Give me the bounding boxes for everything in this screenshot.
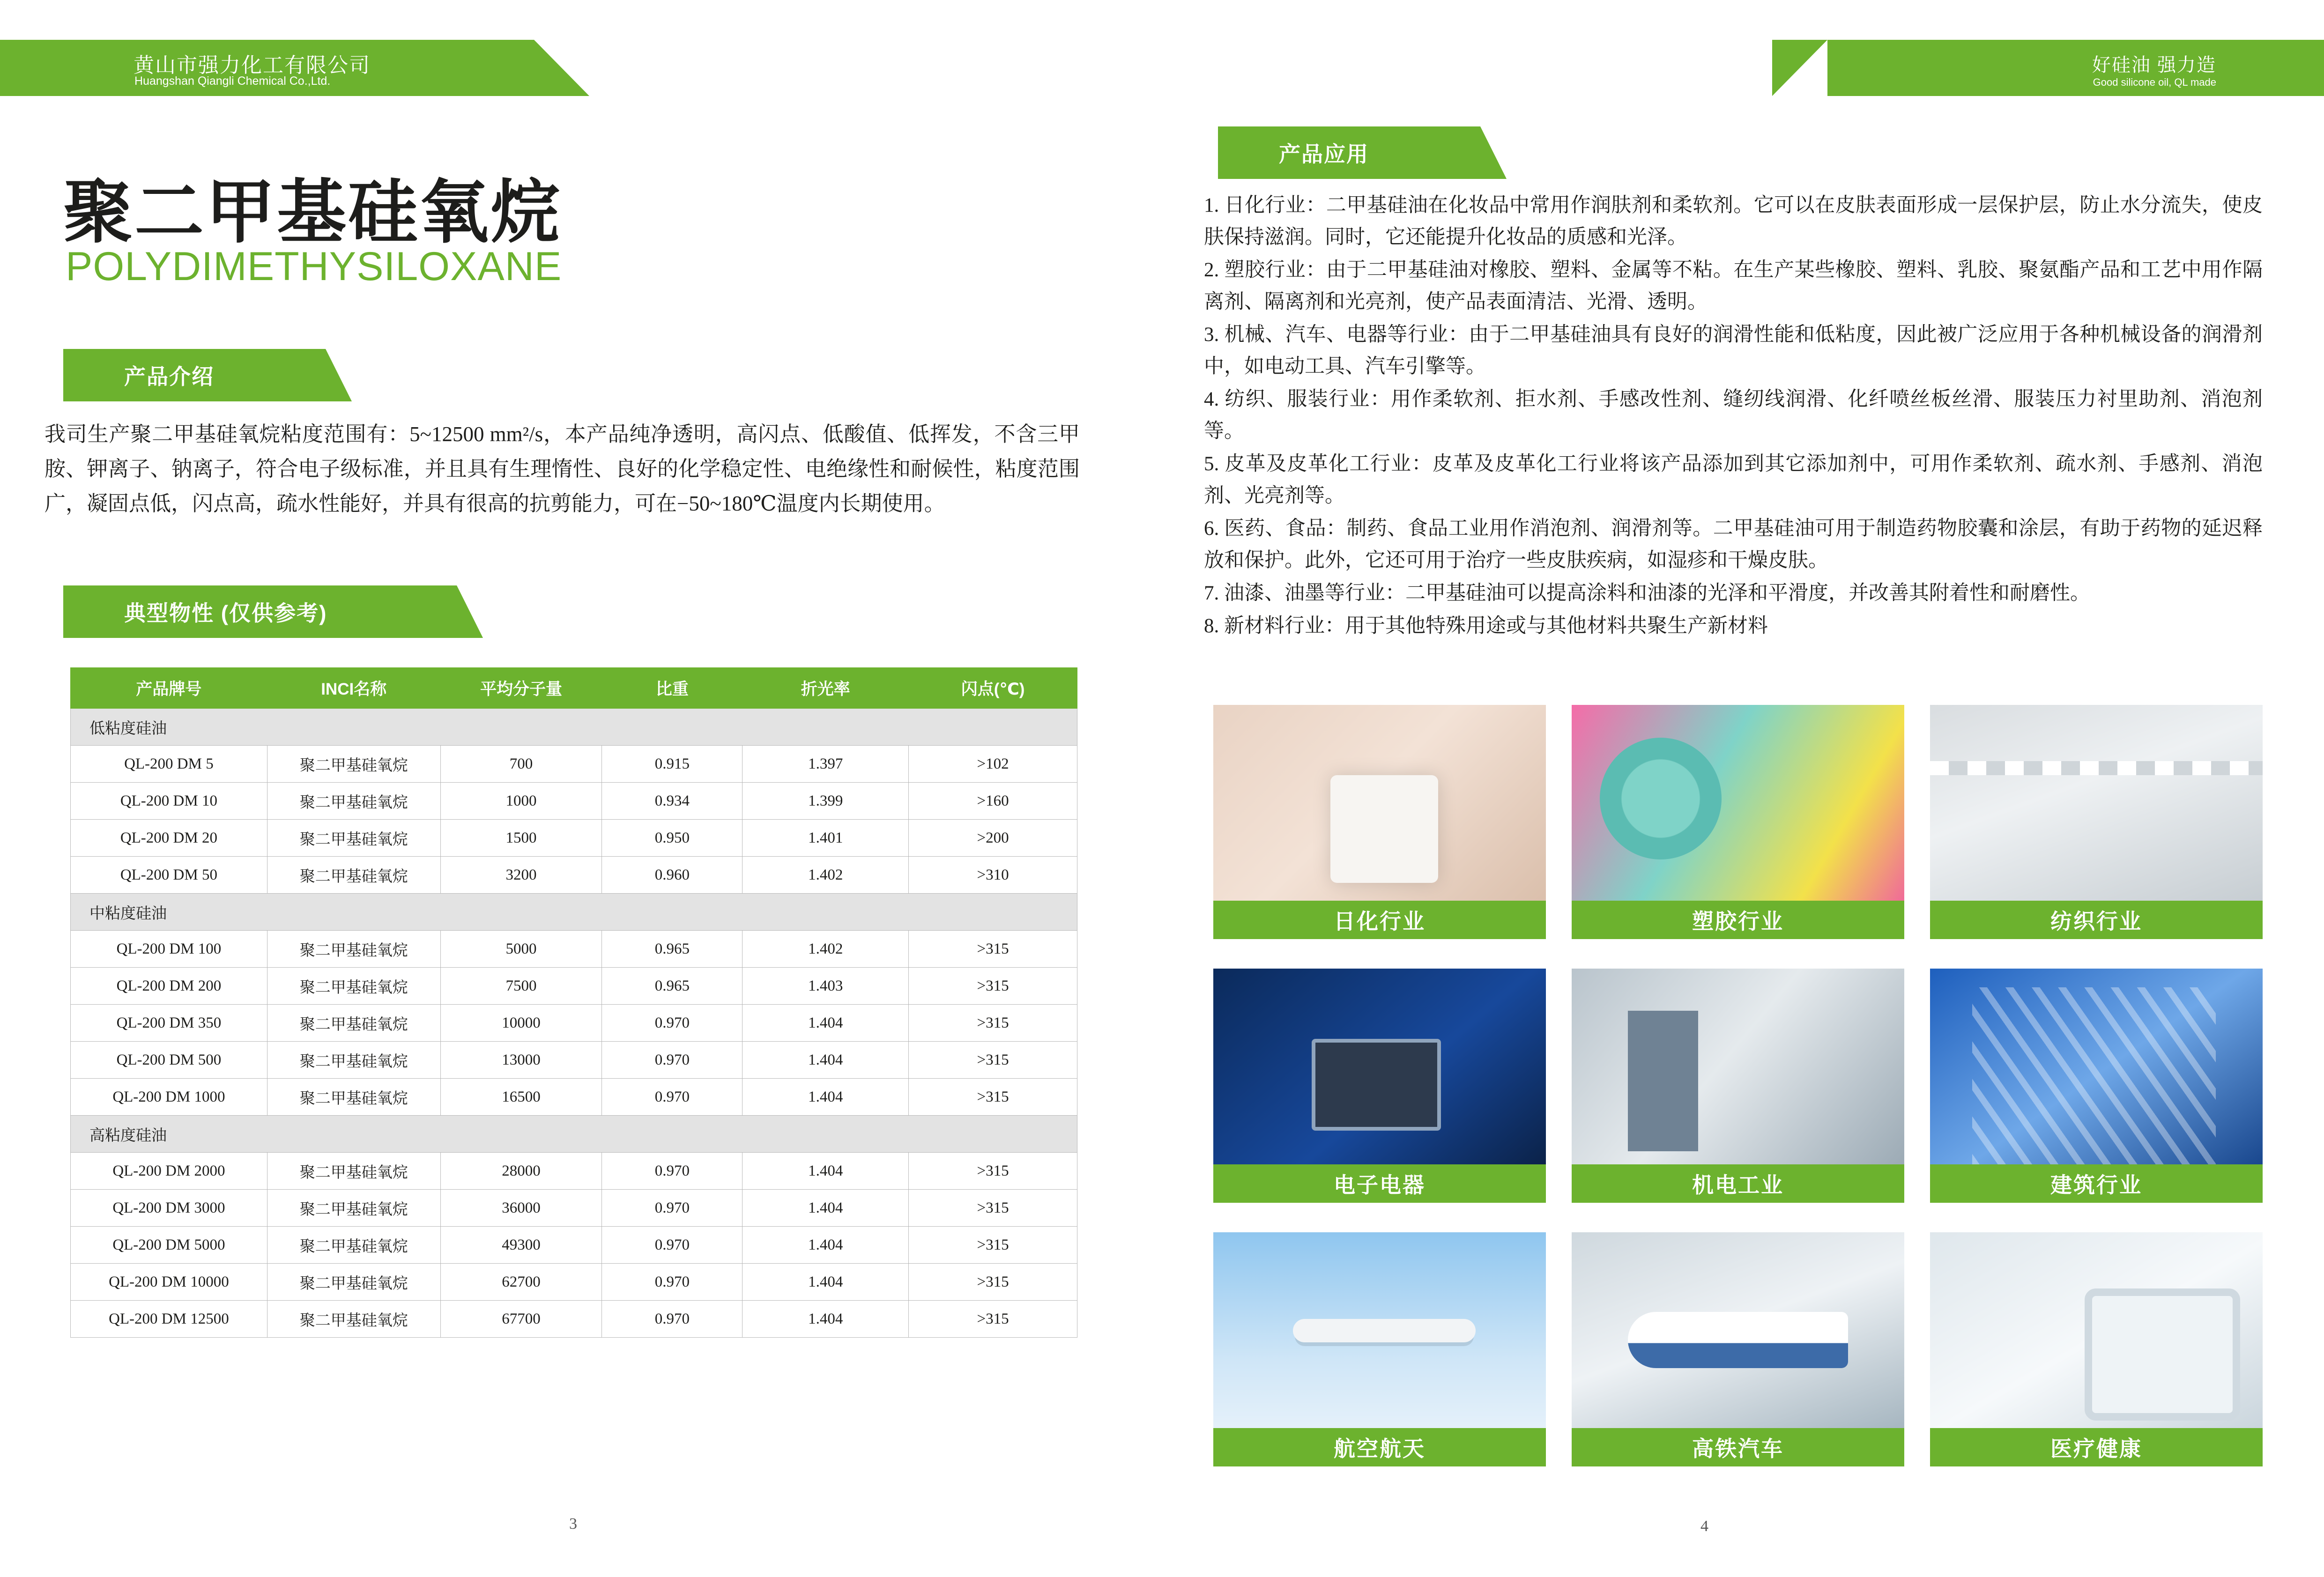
- table-cell: QL-200 DM 10000: [71, 1264, 267, 1301]
- table-group-row: [71, 894, 1077, 931]
- table-cell: 0.970: [602, 1079, 742, 1116]
- section-heading-product-intro: [63, 349, 326, 401]
- table-cell: 聚二甲基硅氧烷: [267, 1079, 440, 1116]
- table-cell: 0.970: [602, 1264, 742, 1301]
- table-cell: 1.397: [742, 746, 909, 783]
- high-speed-train-photo: [1572, 1232, 1904, 1445]
- table-cell: >315: [909, 1227, 1077, 1264]
- gallery-item-caption: 纺织行业: [1930, 901, 2263, 939]
- table-cell: 1.404: [742, 1042, 909, 1079]
- product-title-cn: 聚二甲基硅氧烷: [63, 174, 562, 251]
- table-cell: 聚二甲基硅氧烷: [267, 857, 440, 894]
- table-row: [71, 783, 1077, 820]
- table-row: [71, 1005, 1077, 1042]
- gallery-item-caption: 医疗健康: [1930, 1428, 2263, 1466]
- column-header: 产品牌号: [71, 668, 267, 709]
- header-right-slogan-banner: [1827, 40, 2324, 96]
- gallery-item: [1213, 705, 1546, 939]
- section-heading-typical-properties-label: 典型物性 (仅供参考): [124, 601, 327, 625]
- application-paragraph: 8. 新材料行业：用于其他特殊用途或与其他材料共聚生产新材料: [1204, 615, 1768, 637]
- cosmetic-jar-photo: [1213, 705, 1546, 918]
- table-cell: 1.404: [742, 1227, 909, 1264]
- table-cell: >315: [909, 1190, 1077, 1227]
- table-cell: >315: [909, 1005, 1077, 1042]
- table-header-row: [71, 668, 1077, 709]
- page-number-left: 3: [569, 1515, 577, 1533]
- mri-scanner-photo: [1930, 1232, 2263, 1445]
- table-cell: 聚二甲基硅氧烷: [267, 820, 440, 857]
- table-cell: 0.934: [602, 783, 742, 820]
- table-cell: QL-200 DM 10: [71, 783, 267, 820]
- skyscraper-photo: [1930, 969, 2263, 1182]
- table-cell: 聚二甲基硅氧烷: [267, 968, 440, 1005]
- gallery-item: [1572, 705, 1904, 939]
- gallery-item: [1930, 705, 2263, 939]
- table-cell: 聚二甲基硅氧烷: [267, 1005, 440, 1042]
- application-paragraph: 2. 塑胶行业：由于二甲基硅油对橡胶、塑料、金属等不粘。在生产某些橡胶、塑料、乳胶、聚氨酯产品和工艺中用作隔离剂、隔离剂和光亮剂，使产品表面清洁、光滑、透明。: [1204, 259, 2263, 313]
- section-heading-product-intro-label: 产品介绍: [124, 364, 214, 389]
- table-cell: >315: [909, 1301, 1077, 1338]
- gallery-item-caption: 建筑行业: [1930, 1164, 2263, 1203]
- table-row: [71, 931, 1077, 968]
- gallery-item: [1930, 969, 2263, 1203]
- table-cell: >315: [909, 1264, 1077, 1301]
- table-cell: 67700: [440, 1301, 602, 1338]
- gallery-item-caption: 机电工业: [1572, 1164, 1904, 1203]
- section-heading-typical-properties: [63, 585, 457, 638]
- application-paragraph: 5. 皮革及皮革化工行业：皮革及皮革化工行业将该产品添加到其它添加剂中，可用作柔软剂、疏水剂、手感剂、消泡剂、光亮剂等。: [1204, 453, 2263, 507]
- section-heading-product-application: [1218, 126, 1480, 179]
- silicone-molds-photo: [1572, 705, 1904, 918]
- gallery-item: [1930, 1232, 2263, 1466]
- table-cell: 聚二甲基硅氧烷: [267, 1153, 440, 1190]
- table-cell: 聚二甲基硅氧烷: [267, 1301, 440, 1338]
- table-cell: 0.950: [602, 820, 742, 857]
- table-cell: 28000: [440, 1153, 602, 1190]
- table-cell: >310: [909, 857, 1077, 894]
- table-cell: >315: [909, 1153, 1077, 1190]
- table-cell: 1.404: [742, 1301, 909, 1338]
- typical-properties-table: [70, 667, 1077, 1338]
- table-cell: 聚二甲基硅氧烷: [267, 746, 440, 783]
- gallery-item: [1213, 1232, 1546, 1466]
- gallery-item-caption: 塑胶行业: [1572, 901, 1904, 939]
- slogan-cn: 好硅油 强力造: [2092, 55, 2216, 75]
- application-paragraph: 4. 纺织、服装行业：用作柔软剂、拒水剂、手感改性剂、缝纫线润滑、化纤喷丝板丝滑、服装压力衬里助剂、消泡剂等。: [1204, 388, 2263, 442]
- table-row: [71, 857, 1077, 894]
- table-row: [71, 1301, 1077, 1338]
- table-row: [71, 968, 1077, 1005]
- table-cell: 1.403: [742, 968, 909, 1005]
- product-title-en: POLYDIMETHYSILOXANE: [66, 244, 562, 289]
- table-row: [71, 1153, 1077, 1190]
- table-cell: 0.970: [602, 1005, 742, 1042]
- table-group-label: 低粘度硅油: [71, 709, 1077, 746]
- table-cell: 1.404: [742, 1190, 909, 1227]
- table-cell: 0.965: [602, 931, 742, 968]
- table-cell: QL-200 DM 3000: [71, 1190, 267, 1227]
- table-group-row: [71, 709, 1077, 746]
- company-name-en: Huangshan Qiangli Chemical Co.,Ltd.: [134, 74, 331, 88]
- gallery-item-caption: 日化行业: [1213, 901, 1546, 939]
- table-cell: 1.404: [742, 1153, 909, 1190]
- table-cell: 13000: [440, 1042, 602, 1079]
- company-name-cn: 黄山市强力化工有限公司: [134, 54, 371, 77]
- table-cell: 3200: [440, 857, 602, 894]
- table-cell: 1.404: [742, 1079, 909, 1116]
- table-cell: 1.404: [742, 1005, 909, 1042]
- table-cell: 聚二甲基硅氧烷: [267, 1264, 440, 1301]
- table-cell: 1.399: [742, 783, 909, 820]
- table-cell: 聚二甲基硅氧烷: [267, 1042, 440, 1079]
- table-row: [71, 746, 1077, 783]
- table-cell: 1.404: [742, 1264, 909, 1301]
- gallery-item-caption: 航空航天: [1213, 1428, 1546, 1466]
- table-cell: 1500: [440, 820, 602, 857]
- table-cell: >315: [909, 1042, 1077, 1079]
- application-paragraph: 1. 日化行业：二甲基硅油在化妆品中常用作润肤剂和柔软剂。它可以在皮肤表面形成一层保护层，防止水分流失，使皮肤保持滋润。同时，它还能提升化妆品的质感和光泽。: [1204, 194, 2263, 248]
- table-cell: 700: [440, 746, 602, 783]
- table-cell: 0.915: [602, 746, 742, 783]
- application-paragraph: 6. 医药、食品：制药、食品工业用作消泡剂、润滑剂等。二甲基硅油可用于制造药物胶囊和涂层，有助于药物的延迟释放和保护。此外，它还可用于治疗一些皮肤疾病，如湿疹和干燥皮肤。: [1204, 518, 2263, 571]
- column-header: INCI名称: [267, 668, 440, 709]
- table-cell: >315: [909, 931, 1077, 968]
- table-row: [71, 820, 1077, 857]
- circuit-board-photo: [1213, 969, 1546, 1182]
- application-paragraph: 7. 油漆、油墨等行业：二甲基硅油可以提高涂料和油漆的光泽和平滑度，并改善其附着性和耐磨性。: [1204, 582, 2090, 604]
- table-cell: 聚二甲基硅氧烷: [267, 1190, 440, 1227]
- factory-automation-photo: [1572, 969, 1904, 1182]
- table-cell: QL-200 DM 350: [71, 1005, 267, 1042]
- table-cell: QL-200 DM 50: [71, 857, 267, 894]
- table-cell: >315: [909, 1079, 1077, 1116]
- table-cell: >200: [909, 820, 1077, 857]
- table-cell: QL-200 DM 200: [71, 968, 267, 1005]
- table-cell: 聚二甲基硅氧烷: [267, 1227, 440, 1264]
- header-left-company-banner: [0, 40, 534, 96]
- table-cell: QL-200 DM 5: [71, 746, 267, 783]
- application-paragraphs: [1204, 190, 2263, 643]
- airplane-photo: [1213, 1232, 1546, 1445]
- gallery-item-caption: 高铁汽车: [1572, 1428, 1904, 1466]
- table-cell: 49300: [440, 1227, 602, 1264]
- textile-machine-photo: [1930, 705, 2263, 918]
- table-cell: QL-200 DM 500: [71, 1042, 267, 1079]
- table-cell: QL-200 DM 100: [71, 931, 267, 968]
- table-cell: 0.960: [602, 857, 742, 894]
- table-cell: 0.970: [602, 1190, 742, 1227]
- table-cell: 16500: [440, 1079, 602, 1116]
- table-group-label: 高粘度硅油: [71, 1116, 1077, 1153]
- table-row: [71, 1190, 1077, 1227]
- table-cell: 1.402: [742, 857, 909, 894]
- gallery-item-caption: 电子电器: [1213, 1164, 1546, 1203]
- table-cell: QL-200 DM 12500: [71, 1301, 267, 1338]
- table-row: [71, 1264, 1077, 1301]
- table-cell: 5000: [440, 931, 602, 968]
- table-cell: 1.402: [742, 931, 909, 968]
- table-cell: 1000: [440, 783, 602, 820]
- gallery-item: [1572, 969, 1904, 1203]
- table-cell: >315: [909, 968, 1077, 1005]
- section-heading-product-application-label: 产品应用: [1279, 142, 1369, 166]
- product-intro-text: 我司生产聚二甲基硅氧烷粘度范围有：5~12500 mm²/s，本产品纯净透明，高闪点、低酸值、低挥发，不含三甲胺、钾离子、钠离子，符合电子级标准，并且具有生理惰性、良好的化学稳定性、电绝缘性和耐候性，粘度范围广，凝固点低，闪点高，疏水性能好，并具有很高的抗剪能力，可在−50~180℃温度内长期使用。: [45, 422, 1080, 515]
- table-cell: 0.965: [602, 968, 742, 1005]
- table-cell: 62700: [440, 1264, 602, 1301]
- table-body: [71, 709, 1077, 1338]
- table-cell: 聚二甲基硅氧烷: [267, 931, 440, 968]
- table-cell: QL-200 DM 2000: [71, 1153, 267, 1190]
- table-cell: 聚二甲基硅氧烷: [267, 783, 440, 820]
- table-cell: 7500: [440, 968, 602, 1005]
- table-cell: 0.970: [602, 1227, 742, 1264]
- column-header: 比重: [602, 668, 742, 709]
- table-cell: QL-200 DM 5000: [71, 1227, 267, 1264]
- table-row: [71, 1042, 1077, 1079]
- table-cell: 36000: [440, 1190, 602, 1227]
- column-header: 折光率: [742, 668, 909, 709]
- table-cell: 0.970: [602, 1153, 742, 1190]
- table-row: [71, 1079, 1077, 1116]
- table-cell: >160: [909, 783, 1077, 820]
- table-cell: QL-200 DM 1000: [71, 1079, 267, 1116]
- slogan-en: Good silicone oil, QL made: [2093, 76, 2216, 88]
- table-cell: 1.401: [742, 820, 909, 857]
- application-paragraph: 3. 机械、汽车、电器等行业：由于二甲基硅油具有良好的润滑性能和低粘度，因此被广泛应用于各种机械设备的润滑剂中，如电动工具、汽车引擎等。: [1204, 324, 2263, 378]
- table-cell: 0.970: [602, 1301, 742, 1338]
- table-cell: >102: [909, 746, 1077, 783]
- column-header: 闪点(℃): [909, 668, 1077, 709]
- table-group-label: 中粘度硅油: [71, 894, 1077, 931]
- gallery-item: [1572, 1232, 1904, 1466]
- table-row: [71, 1227, 1077, 1264]
- column-header: 平均分子量: [440, 668, 602, 709]
- table-cell: 10000: [440, 1005, 602, 1042]
- table-cell: 0.970: [602, 1042, 742, 1079]
- gallery-item: [1213, 969, 1546, 1203]
- table-cell: QL-200 DM 20: [71, 820, 267, 857]
- page-number-right: 4: [1700, 1518, 1708, 1535]
- table-group-row: [71, 1116, 1077, 1153]
